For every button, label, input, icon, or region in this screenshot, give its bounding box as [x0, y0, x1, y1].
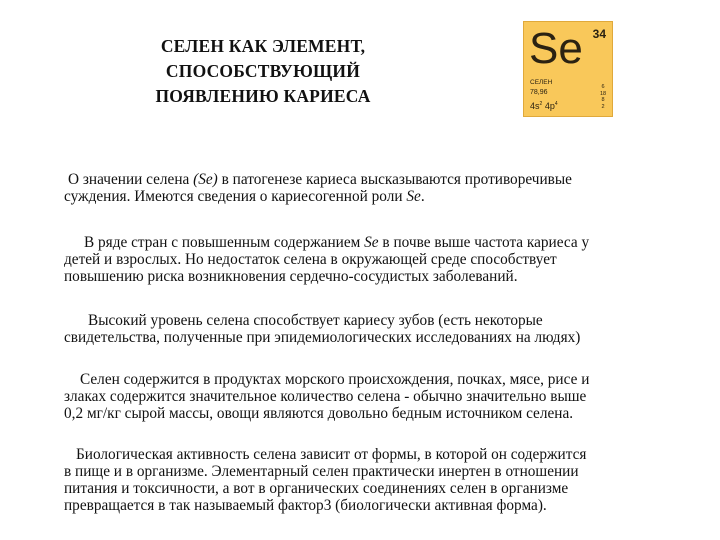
paragraph-line: злаках содержится значительное количество селена - обычно значительно выше — [64, 388, 587, 405]
paragraph-line: Селен содержится в продуктах морского происхождения, почках, мясе, рисе и — [80, 371, 590, 388]
paragraph-line: повышению риска возникновения сердечно-сосудистых заболеваний. — [64, 268, 518, 285]
paragraph-line: Биологическая активность селена зависит от формы, в которой он содержится — [76, 446, 587, 463]
paragraph-line: превращается в так называемый фактор3 (биологически активная форма). — [64, 497, 547, 514]
atomic-mass: 78,96 — [530, 89, 548, 96]
slide-title — [118, 34, 408, 109]
paragraph-5 — [64, 446, 586, 514]
paragraph-line: в пище и в организме. Элементарный селен практически инертен в отношении — [64, 463, 579, 480]
paragraph-line: свидетельства, полученные при эпидемиологических исследованиях на людях) — [64, 329, 581, 346]
paragraph-line: В ряде стран с повышенным содержанием Se в почве выше частота кариеса у — [84, 234, 590, 251]
paragraph-3 — [64, 312, 580, 346]
paragraph-line: Высокий уровень селена способствует кариесу зубов (есть некоторые — [88, 312, 543, 329]
paragraph-line: детей и взрослых. Но недостаток селена в окружающей среде способствует — [64, 251, 557, 268]
shell-value: 2 — [601, 103, 605, 110]
shell-value: 6 — [601, 84, 605, 90]
title-line-1: СЕЛЕН КАК ЭЛЕМЕНТ, — [160, 36, 366, 56]
element-name: СЕЛЕН — [530, 79, 553, 86]
element-symbol: Se — [529, 24, 583, 73]
paragraph-4 — [64, 371, 589, 422]
title-line-2: СПОСОБСТВУЮЩИЙ — [165, 61, 361, 81]
paragraph-1 — [64, 171, 572, 205]
paragraph-line: питания и токсичности, а вот в органических соединениях селен в организме — [64, 480, 569, 497]
paragraph-line: суждения. Имеются сведения о кариесогенной роли Se. — [64, 188, 425, 205]
shell-value: 8 — [601, 97, 605, 103]
paragraph-2 — [64, 234, 589, 285]
electron-configuration: $4s^2$ $4p^4$ — [530, 101, 558, 111]
selenium-element-tile — [523, 21, 613, 117]
atomic-number: 34 — [592, 27, 606, 41]
title-line-3: ПОЯВЛЕНИЮ КАРИЕСА — [155, 86, 371, 106]
paragraph-line: О значении селена (Se) в патогенезе кариеса высказываются противоречивые — [68, 171, 572, 188]
electron-shells — [599, 84, 607, 110]
paragraph-line: 0,2 мг/кг сырой массы, овощи являются довольно бедным источником селена. — [64, 405, 574, 422]
shell-value: 18 — [599, 90, 607, 97]
